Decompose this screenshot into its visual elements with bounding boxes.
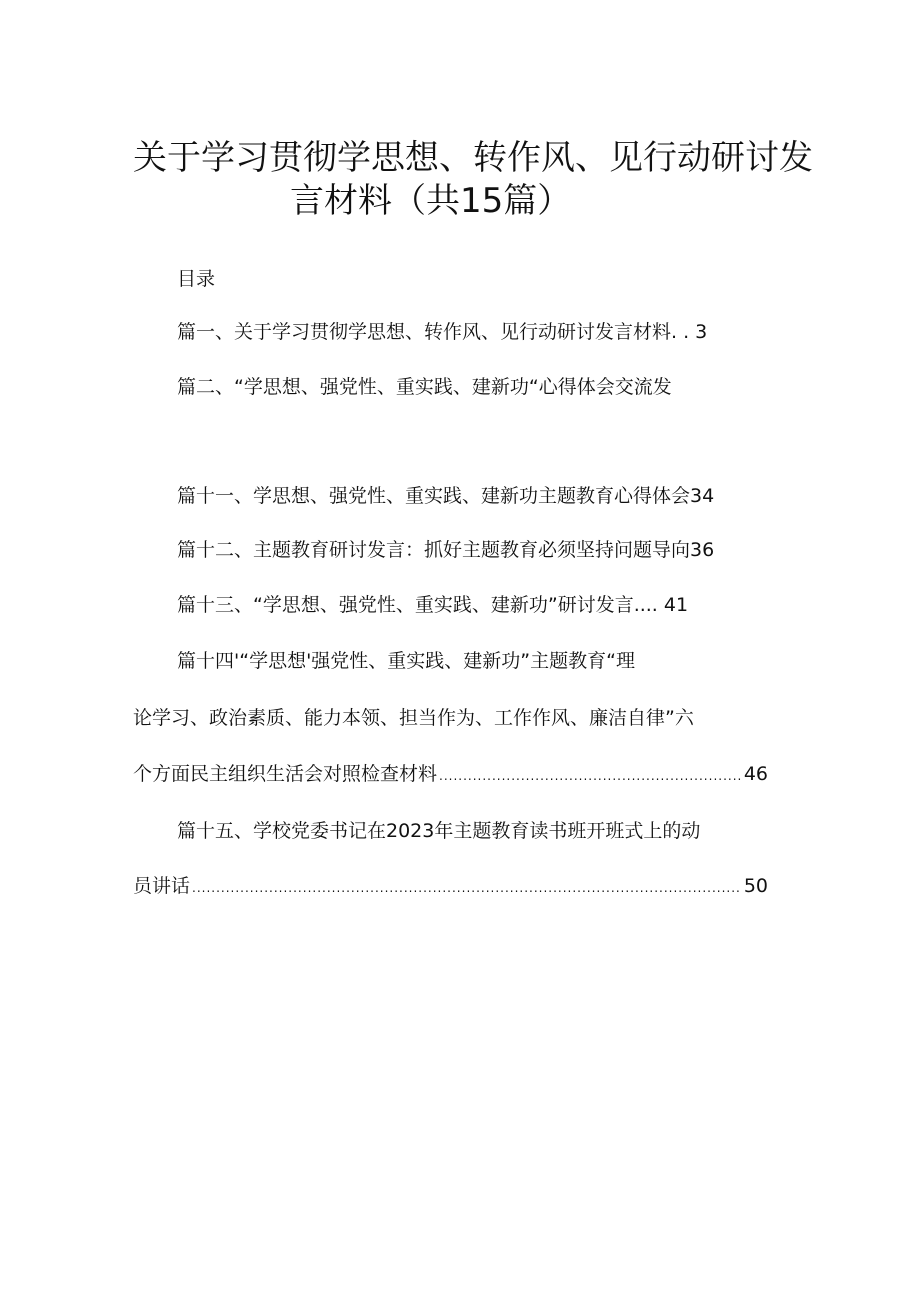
toc-entry-2[interactable]: 篇二、“学思想、强党性、重实践、建新功“心得体会交流发 [177,376,672,398]
toc-entry-14-line-3[interactable] [133,761,768,789]
toc-entry-11[interactable]: 篇十一、学思想、强党性、重实践、建新功主题教育心得体会34 [177,485,715,507]
toc-leader-dots [192,875,742,901]
toc-entry-14-line-1[interactable]: 篇十四'“学思想'强党性、重实践、建新功”主题教育“理 [177,650,635,672]
toc-entry-text: 个方面民主组织生活会对照检查材料 [133,763,438,785]
toc-page-number: 50 [743,875,768,897]
toc-leader-dots [439,763,742,789]
toc-entry-12[interactable]: 篇十二、主题教育研讨发言：抓好主题教育必须坚持问题导向36 [177,539,715,561]
toc-entry-14-line-2[interactable]: 论学习、政治素质、能力本领、担当作为、工作作风、廉洁自律”六 [133,707,694,729]
document-title-line-2: 言材料（共15篇） [290,181,572,221]
toc-entry-text: 员讲话 [133,875,191,897]
toc-entry-13[interactable]: 篇十三、“学思想、强党性、重实践、建新功”研讨发言.... 41 [177,594,689,616]
toc-entry-15-line-1[interactable]: 篇十五、学校党委书记在2023年主题教育读书班开班式上的动 [177,820,701,842]
toc-entry-15-line-2[interactable] [133,873,768,901]
toc-heading: 目录 [177,268,216,290]
toc-entry-1[interactable]: 篇一、关于学习贯彻学思想、转作风、见行动研讨发言材料. . 3 [177,321,708,343]
toc-page-number: 46 [743,763,768,785]
document-title-line-1: 关于学习贯彻学思想、转作风、见行动研讨发 [133,138,813,178]
